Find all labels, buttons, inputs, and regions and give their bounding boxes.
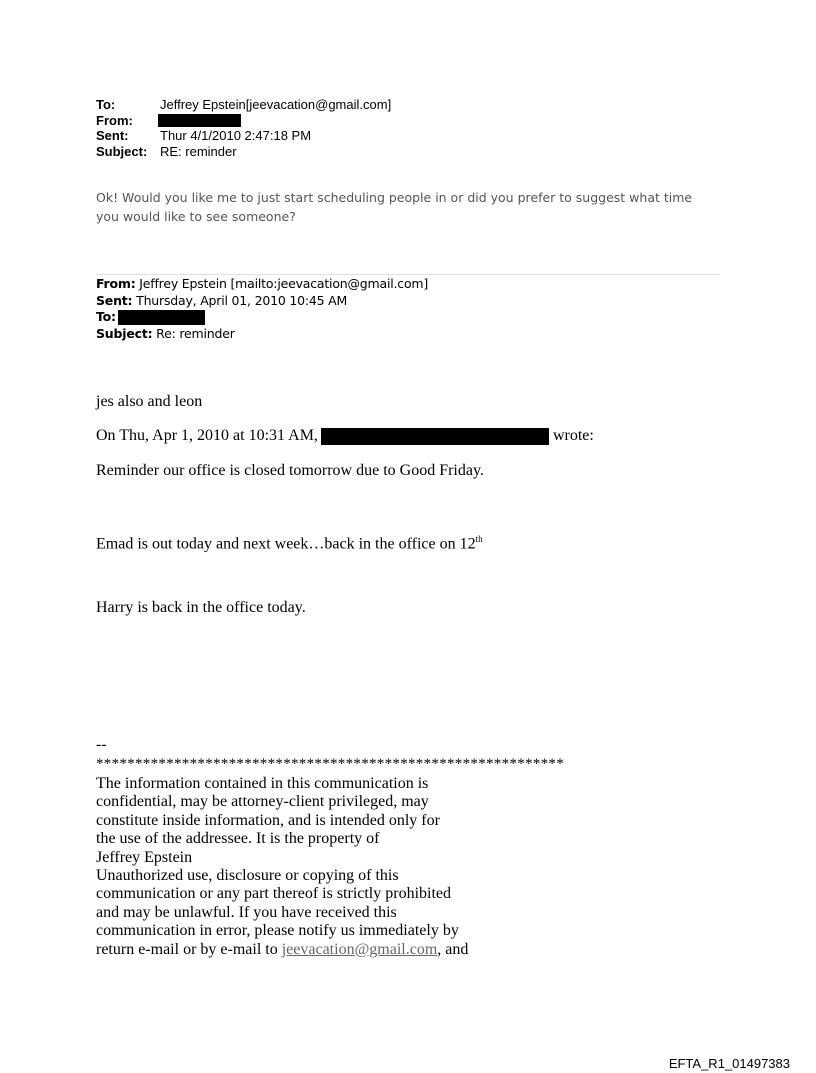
quoted-header <box>96 276 428 342</box>
quoted-sent-label: Sent: <box>96 292 133 308</box>
reminder-line: Reminder our office is closed tomorrow due to Good Friday. <box>96 462 484 479</box>
document-id: EFTA_R1_01497383 <box>668 1056 790 1071</box>
harry-line: Harry is back in the office today. <box>96 599 306 616</box>
from-redaction <box>158 114 241 127</box>
disclaimer-line: Unauthorized use, disclosure or copying of this <box>96 867 399 885</box>
reply-body: Ok! Would you like me to just start scheduling people in or did you prefer to suggest what time you would like to see someone? <box>96 190 693 224</box>
disclaimer-line: constitute inside information, and is intended only for <box>96 811 440 829</box>
disclaimer-lines <box>96 775 468 941</box>
quoted-to-label: To: <box>96 309 116 324</box>
quote-intro <box>96 427 594 446</box>
emad-text: Emad is out today and next week…back in the office on 12 <box>96 535 476 553</box>
quoted-sent-value: Thursday, April 01, 2010 10:45 AM <box>132 292 348 308</box>
quote-intro-after: wrote: <box>552 427 594 444</box>
disclaimer-line: the use of the addressee. It is the property of <box>96 830 380 848</box>
quoted-from-row <box>96 276 428 293</box>
from-label: From: <box>96 112 133 128</box>
disclaimer-line: communication in error, please notify us immediately by <box>96 922 459 940</box>
sent-value: Thur 4/1/2010 2:47:18 PM <box>160 128 312 143</box>
disclaimer-last-line <box>96 941 468 959</box>
disclaimer-last-after: , and <box>437 940 469 958</box>
quoted-subject-value: Re: reminder <box>152 325 235 341</box>
header-to-row <box>96 97 391 113</box>
disclaimer-line: Jeffrey Epstein <box>96 848 193 866</box>
header-sent-row <box>96 128 391 144</box>
quoted-subject-label: Subject: <box>96 325 153 341</box>
quoted-from-label: From: <box>96 276 136 291</box>
header-subject-row <box>96 144 391 160</box>
header-from-row <box>96 113 391 129</box>
body-line-1: jes also and leon <box>96 393 203 410</box>
sent-label: Sent: <box>96 128 129 143</box>
signature-stars: ************************************************************ <box>96 756 564 772</box>
subject-label: Subject: <box>96 143 148 159</box>
disclaimer-last-before: return e-mail or by e-mail to <box>96 940 282 958</box>
disclaimer-line: The information contained in this communication is <box>96 775 429 792</box>
signature-dashes: -- <box>96 736 107 753</box>
disclaimer-line: confidential, may be attorney-client privileged, may <box>96 793 429 811</box>
disclaimer-line: communication or any part thereof is strictly prohibited <box>96 885 452 903</box>
disclaimer-line: and may be unlawful. If you have received this <box>96 903 397 921</box>
message-divider <box>96 274 720 275</box>
subject-value: RE: reminder <box>160 143 237 159</box>
quoted-to-row <box>96 309 428 326</box>
quote-intro-before: On Thu, Apr 1, 2010 at 10:31 AM, <box>96 427 318 444</box>
disclaimer <box>96 775 468 959</box>
emad-line <box>96 530 483 554</box>
quoted-to-redaction <box>118 310 205 325</box>
to-label: To: <box>96 97 116 112</box>
quoted-from-value: Jeffrey Epstein [mailto:jeevacation@gmail.com] <box>135 276 429 291</box>
quoted-sent-row <box>96 293 428 310</box>
quoted-subject-row <box>96 326 428 343</box>
emad-superscript: th <box>475 534 483 544</box>
sender-redaction <box>321 428 549 445</box>
to-value: Jeffrey Epstein[jeevacation@gmail.com] <box>160 97 392 112</box>
email-link[interactable]: jeevacation@gmail.com <box>281 940 438 958</box>
email-header <box>96 97 391 159</box>
